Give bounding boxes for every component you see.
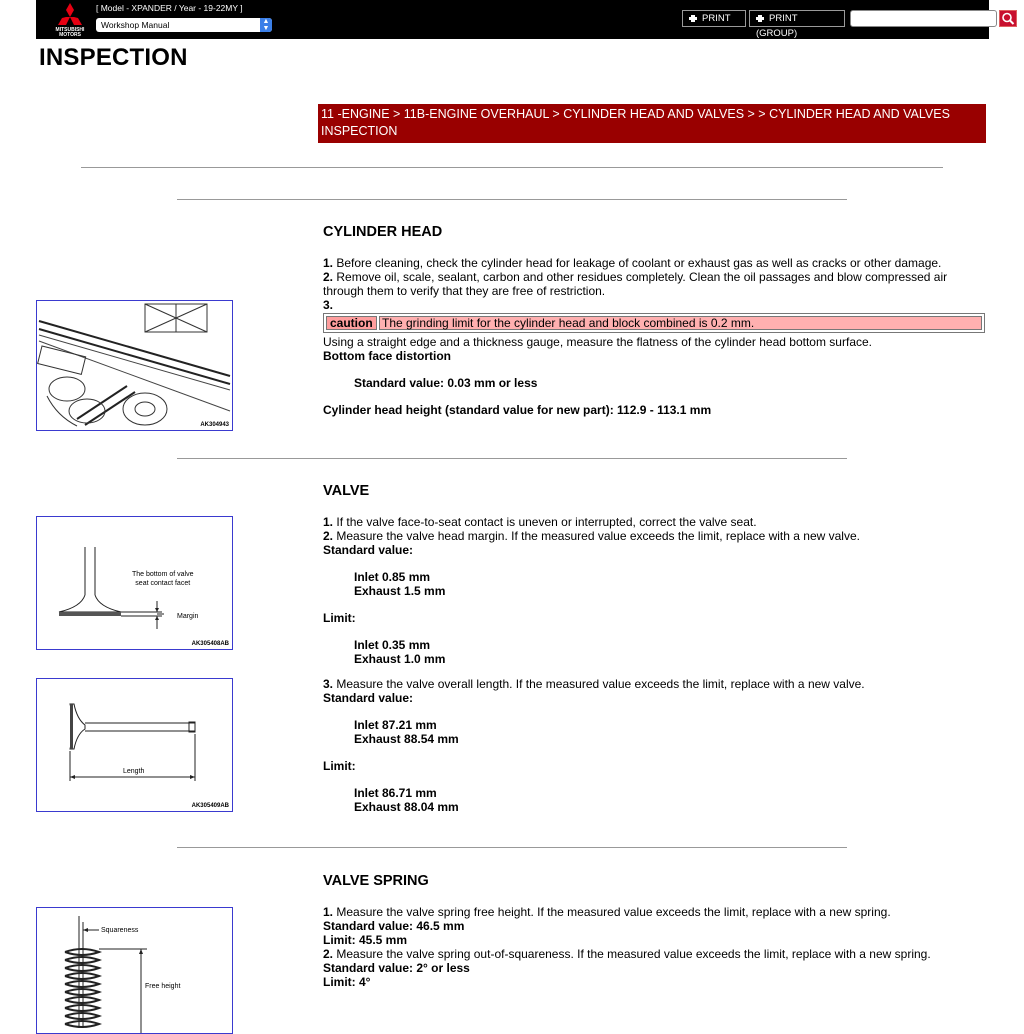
- brand-line-2: MOTORS: [59, 32, 81, 38]
- divider: [177, 458, 847, 459]
- print-group-button[interactable]: [749, 10, 845, 39]
- print-group-label: PRINT (GROUP): [756, 13, 798, 39]
- print-label: PRINT: [702, 13, 731, 24]
- figure-label-squareness: Squareness: [101, 927, 139, 934]
- model-year-label: [ Model - XPANDER / Year - 19-22MY ]: [96, 3, 243, 13]
- caution-text: The grinding limit for the cylinder head and block combined is 0.2 mm.: [379, 316, 982, 330]
- top-bar: [36, 0, 989, 39]
- distortion-heading: Bottom face distortion: [323, 349, 451, 363]
- caution-label: caution: [326, 316, 377, 330]
- breadcrumb[interactable]: 11 -ENGINE > 11B-ENGINE OVERHAUL > CYLINDER HEAD AND VALVES > > CYLINDER HEAD AND VALVES INSPECTION: [318, 104, 986, 143]
- figure-code: AK305409AB: [191, 803, 229, 809]
- valve-length-steps: [323, 677, 983, 814]
- print-button[interactable]: [682, 10, 746, 27]
- figure-valve-margin[interactable]: [36, 516, 233, 650]
- margin-standard-exhaust: Exhaust 1.5 mm: [354, 584, 446, 598]
- page-title: INSPECTION: [39, 44, 188, 71]
- section-title-cylinder-head: CYLINDER HEAD: [323, 224, 443, 240]
- brand-line-1: MITSUBISHI: [55, 27, 85, 33]
- figure-label-free-height: Free height: [145, 983, 181, 990]
- mitsubishi-diamonds-icon: [44, 2, 88, 28]
- standard-heading: Standard value:: [323, 691, 414, 705]
- length-limit-inlet: Inlet 86.71 mm: [354, 786, 437, 800]
- mitsubishi-logo[interactable]: [44, 2, 88, 38]
- standard-heading: Standard value:: [323, 543, 414, 557]
- cylinder-head-illustration: [37, 301, 232, 430]
- printer-icon: [689, 15, 697, 22]
- manual-type-select[interactable]: [96, 18, 272, 32]
- manual-type-value: Workshop Manual: [101, 20, 170, 30]
- valve-spring-steps: [323, 905, 983, 989]
- step-2: 2. Measure the valve head margin. If the measured value exceeds the limit, replace with a new valve.: [323, 529, 860, 543]
- figure-label-length: Length: [123, 768, 145, 775]
- figure-cylinder-head-flatness[interactable]: [36, 300, 233, 431]
- divider: [81, 167, 943, 168]
- cylinder-head-height: Cylinder head height (standard value for new part): 112.9 - 113.1 mm: [323, 403, 712, 417]
- divider: [177, 847, 847, 848]
- printer-icon: [756, 15, 764, 22]
- caution-box: [323, 313, 985, 333]
- length-standard-inlet: Inlet 87.21 mm: [354, 718, 437, 732]
- figure-valve-length[interactable]: [36, 678, 233, 812]
- step-1: 1. Measure the valve spring free height. If the measured value exceeds the limit, replace with a new spring.: [323, 905, 891, 919]
- valve-margin-steps: [323, 515, 983, 666]
- cylinder-head-steps: [323, 256, 983, 312]
- section-title-valve-spring: VALVE SPRING: [323, 873, 429, 889]
- free-height-standard: Standard value: 46.5 mm: [323, 919, 465, 933]
- margin-standard-inlet: Inlet 0.85 mm: [354, 570, 431, 584]
- valve-length-illustration: [37, 679, 232, 811]
- limit-heading: Limit:: [323, 611, 356, 625]
- step-3: 3. Measure the valve overall length. If the measured value exceeds the limit, replace with a new valve.: [323, 677, 865, 691]
- figure-code: AK305408AB: [191, 641, 229, 647]
- squareness-standard: Standard value: 2° or less: [323, 961, 470, 975]
- standard-value: Standard value: 0.03 mm or less: [354, 376, 538, 390]
- instruction-text: Using a straight edge and a thickness gauge, measure the flatness of the cylinder head bottom surface.: [323, 335, 872, 349]
- search-input[interactable]: [850, 10, 997, 27]
- free-height-limit: Limit: 45.5 mm: [323, 933, 408, 947]
- figure-valve-spring[interactable]: [36, 907, 233, 1034]
- step-1: 1. If the valve face-to-seat contact is uneven or interrupted, correct the valve seat.: [323, 515, 757, 529]
- length-limit-exhaust: Exhaust 88.04 mm: [354, 800, 459, 814]
- cylinder-head-measure: [323, 335, 983, 417]
- step-2: 2. Measure the valve spring out-of-squareness. If the measured value exceeds the limit, replace with a new spring.: [323, 947, 931, 961]
- step-1: 1. Before cleaning, check the cylinder head for leakage of coolant or exhaust gas as well as cracks or other damage.: [323, 256, 942, 270]
- margin-limit-inlet: Inlet 0.35 mm: [354, 638, 431, 652]
- step-3: 3.: [323, 298, 334, 312]
- limit-heading: Limit:: [323, 759, 356, 773]
- step-2: 2. Remove oil, scale, sealant, carbon and other residues completely. Clean the oil passages and blow compressed air through them to verify that they are free of restriction.: [323, 270, 948, 298]
- length-standard-exhaust: Exhaust 88.54 mm: [354, 732, 459, 746]
- divider: [177, 199, 847, 200]
- figure-label-contact-facet: The bottom of valve seat contact facet: [132, 571, 194, 587]
- select-arrows-icon: ▲ ▼: [260, 18, 272, 32]
- search-button[interactable]: [999, 10, 1017, 27]
- section-title-valve: VALVE: [323, 483, 370, 499]
- figure-label-margin: Margin: [177, 613, 199, 620]
- magnifier-icon: [1000, 11, 1016, 26]
- figure-code: AK304943: [200, 422, 229, 428]
- margin-limit-exhaust: Exhaust 1.0 mm: [354, 652, 446, 666]
- squareness-limit: Limit: 4°: [323, 975, 371, 989]
